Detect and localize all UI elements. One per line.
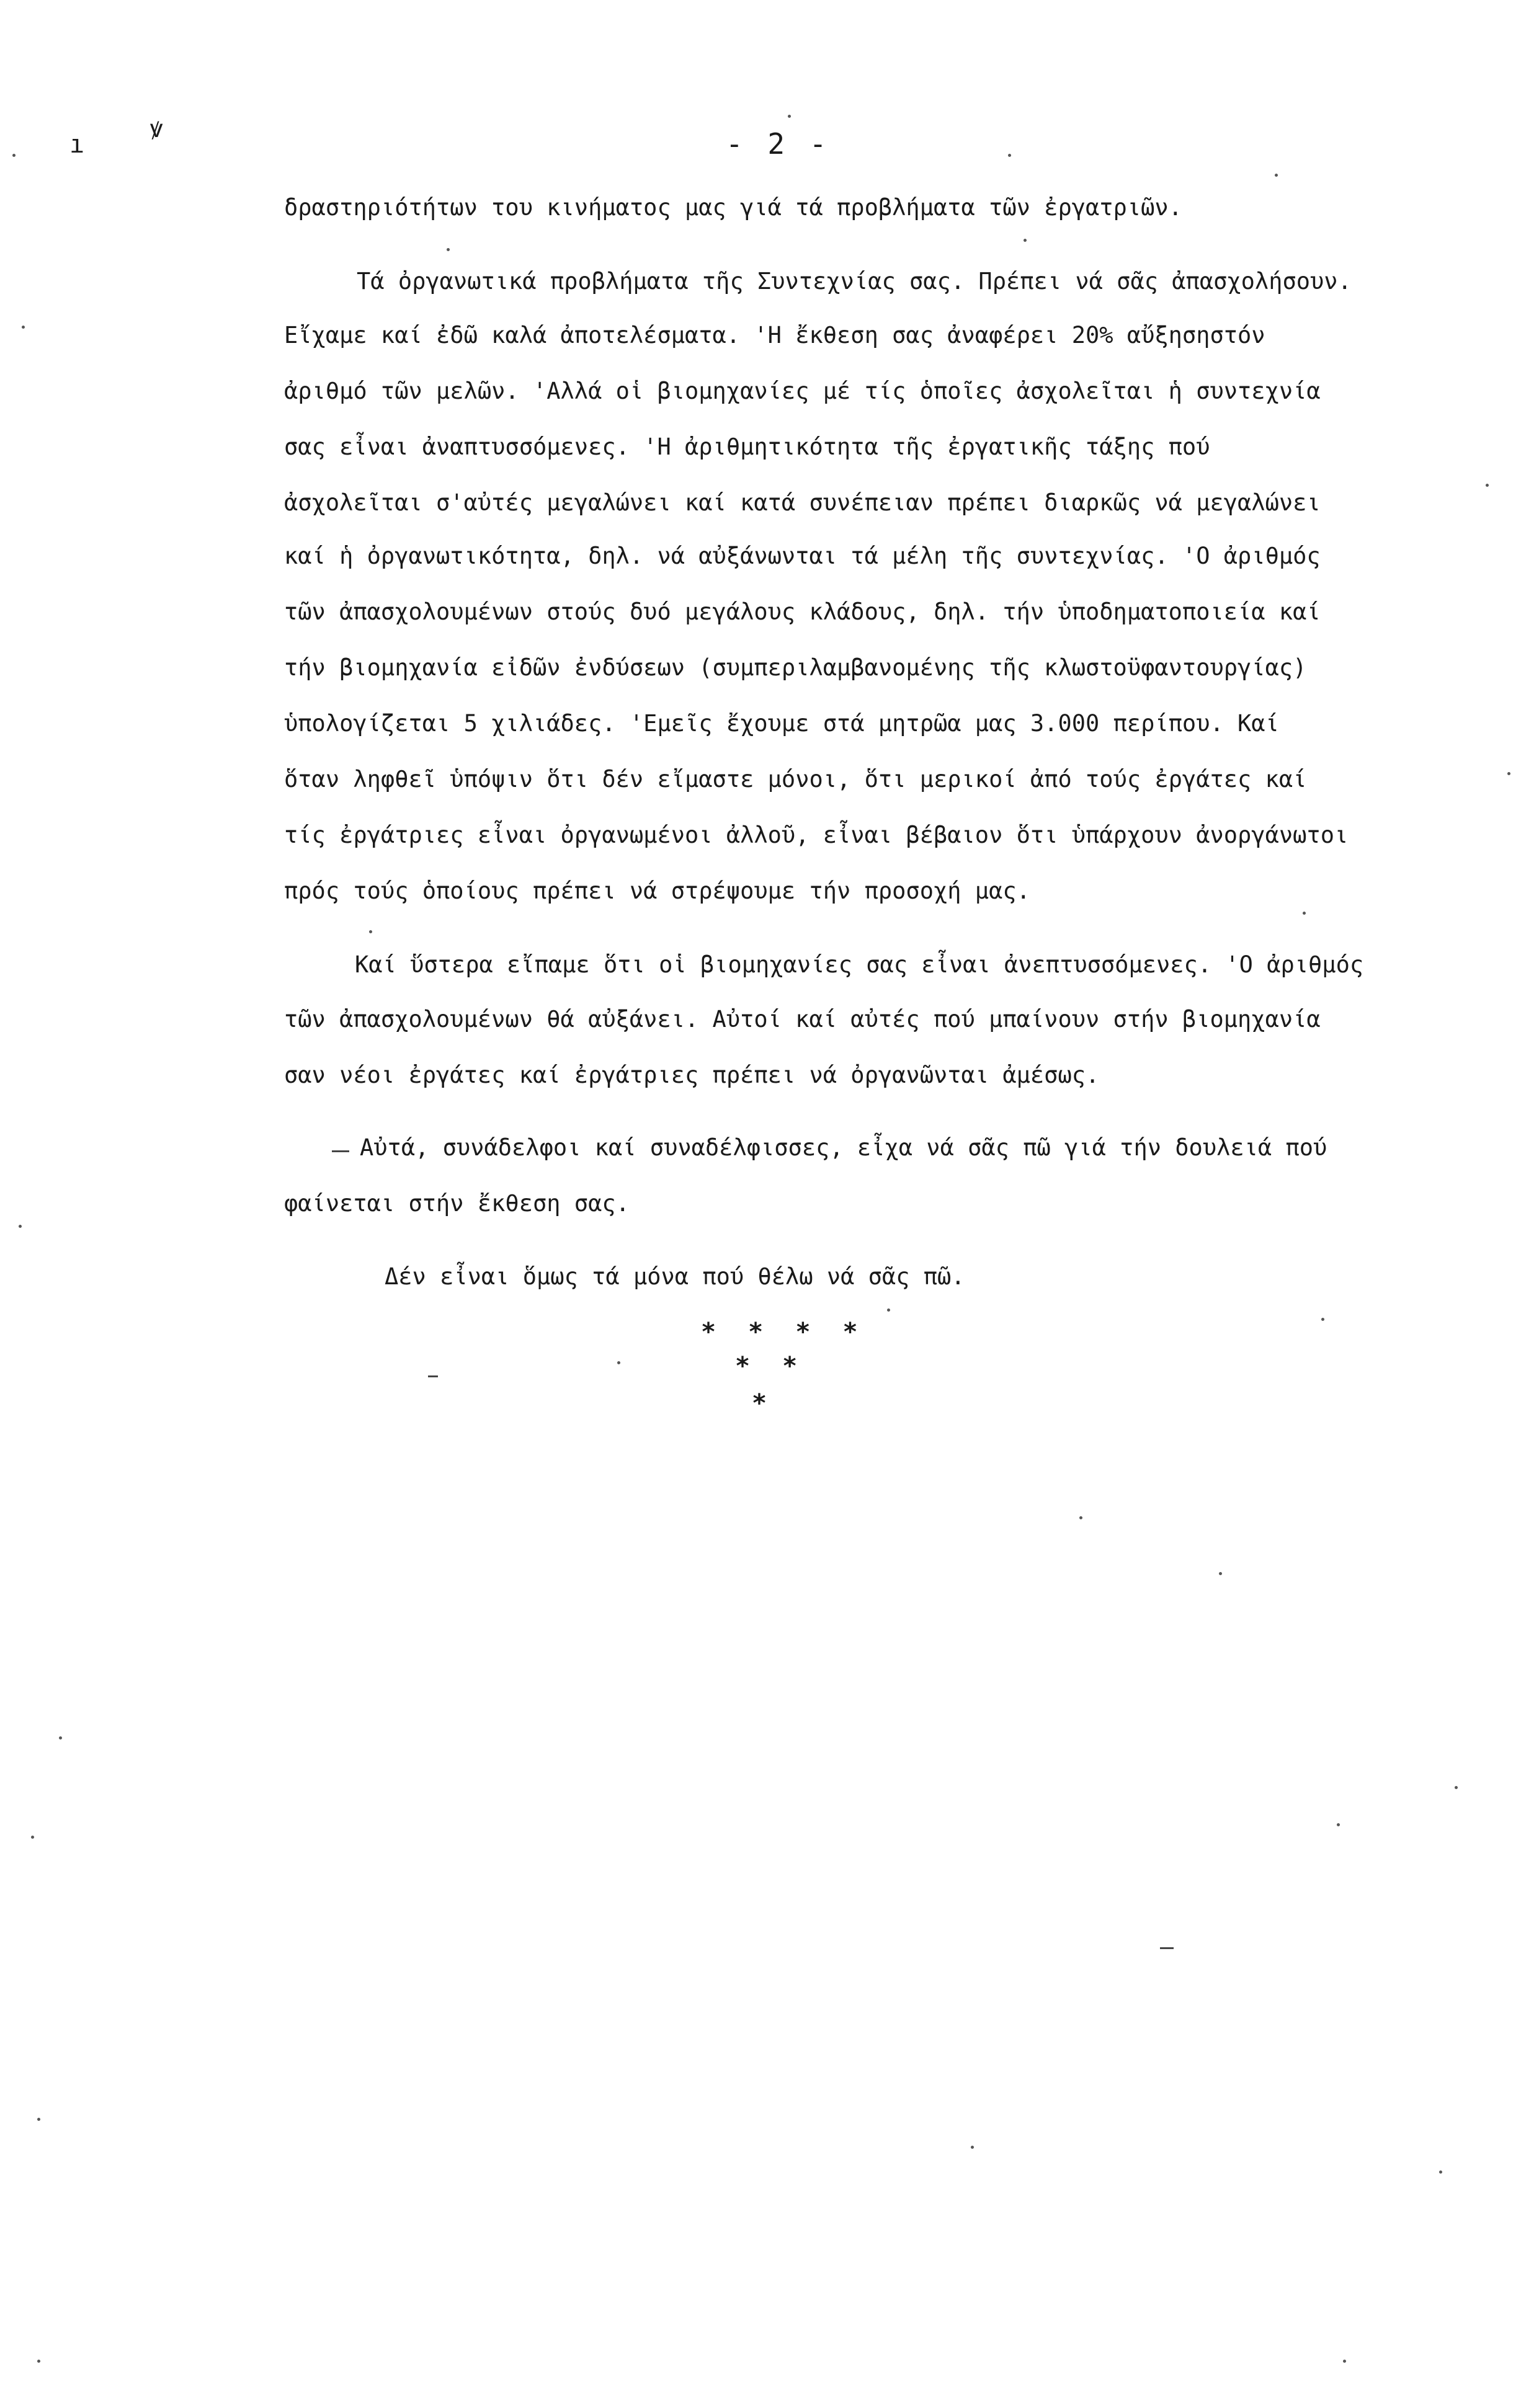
scan-speck [19, 1225, 22, 1228]
text-line-8: τῶν ἀπασχολουμένων στούς δυό μεγάλους κλάδους, δηλ. τήν ὑποδηματοποιεία καί [284, 598, 1321, 625]
scan-speck [1303, 912, 1306, 915]
scan-speck [617, 1361, 620, 1364]
asterisk-row-2: * * [735, 1352, 806, 1380]
text-line-14: Καί ὕστερα εἴπαμε ὅτι οἱ βιομηχανίες σας εἶναι ἀνεπτυσσόμενες. 'Ο ἀριθμός [355, 951, 1364, 978]
text-line-9: τήν βιομηχανία εἰδῶν ἐνδύσεων (συμπεριλαμβανομένης τῆς κλωστοϋφαντουργίας) [284, 654, 1307, 681]
asterisk-row-1: * * * * [701, 1318, 867, 1346]
scan-speck [59, 1736, 62, 1739]
text-line-1: δραστηριότήτων του κινήματος μας γιά τά προβλήματα τῶν ἐργατριῶν. [284, 194, 1182, 221]
text-line-12: τίς ἐργάτριες εἶναι ὀργανωμένοι ἀλλοῦ, εἶναι βέβαιον ὅτι ὑπάρχουν ἀνοργάνωτοι [284, 822, 1349, 848]
scan-speck [1507, 772, 1510, 775]
scan-speck [1337, 1823, 1340, 1826]
text-line-13: πρός τούς ὁποίους πρέπει νά στρέψουμε τήν προσοχή μας. [284, 877, 1030, 904]
scan-speck [12, 154, 16, 157]
text-line-17: Αὐτά, συνάδελφοι καί συναδέλφισσες, εἶχα νά σᾶς πῶ γιά τήν δουλειά πού [360, 1134, 1327, 1161]
scan-speck [37, 2118, 40, 2121]
text-line-3: Εἴχαμε καί ἐδῶ καλά ἀποτελέσματα. 'Η ἔκθεση σας ἀναφέρει 20% αὔξησηστόν [284, 322, 1265, 349]
scan-mark [1160, 1947, 1174, 1949]
scan-speck [1486, 484, 1489, 487]
scan-speck [1079, 1516, 1082, 1519]
text-line-19: Δέν εἶναι ὅμως τά μόνα πού θέλω νά σᾶς πῶ. [385, 1263, 965, 1290]
corner-mark-left: ı [69, 130, 85, 159]
scan-mark [428, 1375, 438, 1377]
scan-speck [1321, 1318, 1324, 1321]
scan-speck [22, 326, 25, 329]
scan-speck [31, 1836, 34, 1839]
text-line-6: ἀσχολεῖται σ'αὐτές μεγαλώνει καί κατά συνέπειαν πρέπει διαρκῶς νά μεγαλώνει [284, 489, 1321, 516]
text-line-7: καί ἡ ὀργανωτικότητα, δηλ. νά αὐξάνωνται τά μέλη τῆς συντεχνίας. 'Ο ἀριθμός [284, 543, 1321, 569]
scan-speck [37, 2360, 40, 2363]
scan-speck [788, 115, 791, 118]
scan-speck [1008, 154, 1011, 157]
text-line-11: ὅταν ληφθεῖ ὑπόψιν ὅτι δέν εἴμαστε μόνοι, ὅτι μερικοί ἀπό τούς ἐργάτες καί [284, 766, 1307, 793]
scan-speck [1439, 2170, 1442, 2174]
text-line-16: σαν νέοι ἐργάτες καί ἐργάτριες πρέπει νά ὀργανῶνται ἀμέσως. [284, 1062, 1100, 1088]
text-line-15: τῶν ἀπασχολουμένων θά αὐξάνει. Αὐτοί καί αὐτές πού μπαίνουν στήν βιομηχανία [284, 1006, 1321, 1033]
scan-speck [1219, 1572, 1222, 1575]
scan-speck [1024, 239, 1027, 242]
scan-speck [971, 2146, 974, 2149]
text-line-5: σας εἶναι ἀναπτυσσόμενες. 'Η ἀριθμητικότητα τῆς ἐργατικῆς τάξης πού [284, 433, 1210, 460]
scan-speck [1455, 1786, 1458, 1789]
scan-speck [887, 1308, 890, 1312]
text-line-2: Τά ὀργανωτικά προβλήματα τῆς Συντεχνίας σας. Πρέπει νά σᾶς ἀπασχολήσουν. [357, 268, 1352, 295]
asterisk-row-3: * [752, 1389, 776, 1418]
text-line-10: ὑπολογίζεται 5 χιλιάδες. 'Εμεῖς ἔχουμε στά μητρῶα μας 3.000 περίπου. Καί [284, 710, 1279, 737]
scan-speck [1275, 174, 1278, 177]
corner-handwritten-mark: ꝟ [150, 115, 163, 143]
margin-dash [332, 1150, 349, 1152]
page-number: - 2 - [726, 127, 831, 161]
scan-speck [1343, 2360, 1346, 2363]
text-line-18: φαίνεται στήν ἔκθεση σας. [284, 1190, 630, 1217]
scan-speck [369, 930, 372, 933]
scan-speck [447, 248, 450, 251]
text-line-4: ἀριθμό τῶν μελῶν. 'Αλλά οἱ βιομηχανίες μέ τίς ὁποῖες ἀσχολεῖται ἡ συντεχνία [284, 378, 1321, 404]
